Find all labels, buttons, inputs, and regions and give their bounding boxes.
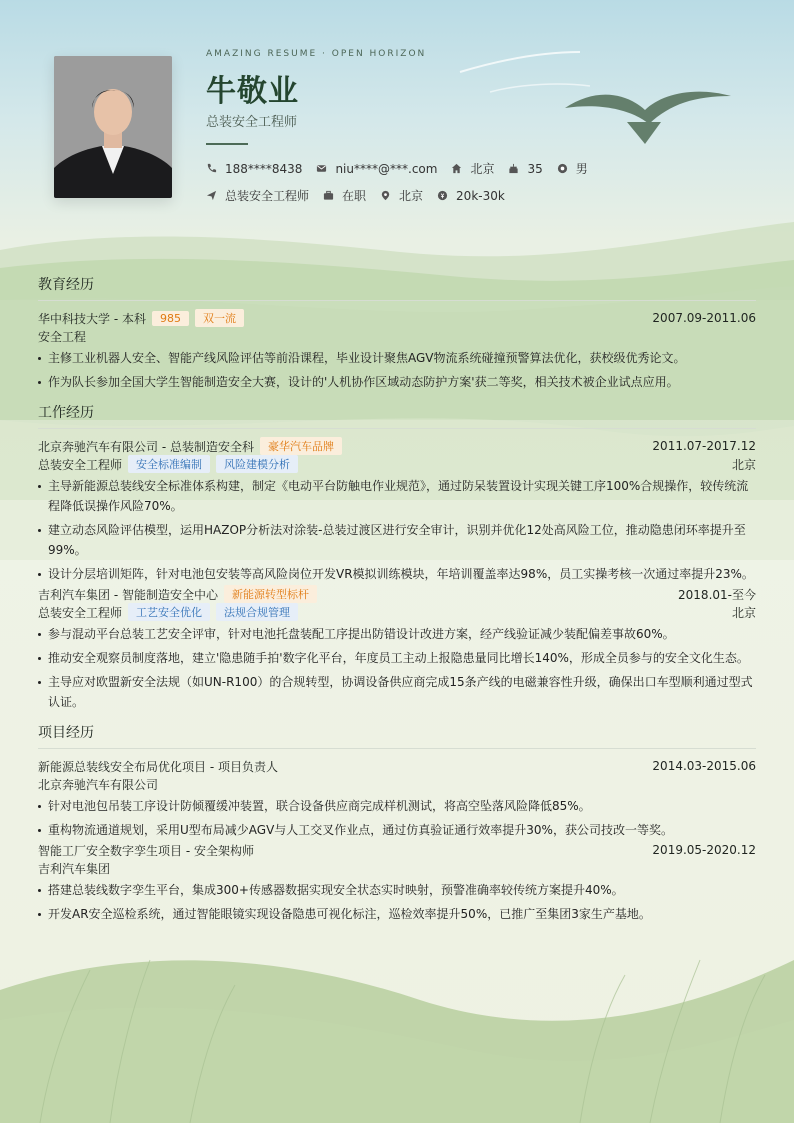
job-date: 2018.01-至今 <box>678 587 756 602</box>
education-date: 2007.09-2011.06 <box>652 311 756 325</box>
briefcase-icon <box>323 190 334 201</box>
bullet-item: 参与混动平台总装工艺安全评审，针对电池托盘装配工序提出防错设计改进方案，经产线验证减少装配偏差事故60%。 <box>38 624 756 644</box>
job-city: 北京 <box>731 457 756 472</box>
job-date: 2011.07-2017.12 <box>652 439 756 453</box>
bullet-item: 重构物流通道规划，采用U型布局减少AGV与人工交叉作业点，通过仿真验证通行效率提升30%，获公司技改一等奖。 <box>38 820 756 840</box>
project-org: 吉利汽车集团 <box>38 862 111 876</box>
location-icon <box>380 190 391 201</box>
bullet-item: 建立动态风险评估模型，运用HAZOP分析法对涂装-总装过渡区进行安全审计，识别并优化12处高风险工位，推动隐患闭环率提升至99%。 <box>38 520 756 560</box>
contact-row <box>206 160 602 177</box>
job-city: 北京 <box>731 605 756 620</box>
intention-salary: 20k-30k <box>437 189 505 203</box>
project-header <box>38 758 756 774</box>
bullet-item: 主导新能源总装线安全标准体系构建，制定《电动平台防触电作业规范》，通过防呆装置设计实现关键工序100%合规操作，较传统流程降低误操作风险70%。 <box>38 476 756 516</box>
bullet-item: 作为队长参加全国大学生智能制造安全大赛，设计的'人机协作区域动态防护方案'获二等奖，相关技术被企业试点应用。 <box>38 372 756 392</box>
project-header <box>38 842 756 858</box>
bullet-item: 开发AR安全巡检系统，通过智能眼镜实现设备隐患可视化标注，巡检效率提升50%，已推广至集团3家生产基地。 <box>38 904 756 924</box>
company-tag: 新能源转型标杆 <box>224 585 317 603</box>
candidate-name: 牛敬业 <box>206 74 299 109</box>
contact-gender: 男 <box>557 160 588 177</box>
project-bullets <box>38 796 756 840</box>
title-divider <box>206 143 248 145</box>
projects-section <box>38 722 756 924</box>
bullet-item: 设计分层培训矩阵，针对电池包安装等高风险岗位开发VR模拟训练模块，年培训覆盖率达98%，员工实操考核一次通过率提升23%。 <box>38 564 756 584</box>
job-bullets <box>38 476 756 584</box>
cake-icon <box>508 163 519 174</box>
project-name: 新能源总装线安全布局优化项目 - 项目负责人 <box>38 759 278 774</box>
school-name: 华中科技大学 - 本科 <box>38 311 146 326</box>
section-title: 项目经历 <box>38 722 756 749</box>
job-bullets <box>38 624 756 712</box>
project-bullets <box>38 880 756 924</box>
skill-tag: 安全标准编制 <box>128 455 210 473</box>
education-section <box>38 274 756 392</box>
job-position: 总装安全工程师 <box>38 605 123 620</box>
job-header <box>38 438 756 454</box>
company-name: 吉利汽车集团 - 智能制造安全中心 <box>38 587 218 602</box>
mail-icon <box>316 163 327 174</box>
contact-age: 35 <box>508 162 542 176</box>
contact-city: 北京 <box>451 160 494 177</box>
send-icon <box>206 190 217 201</box>
job-header <box>38 586 756 602</box>
major: 安全工程 <box>38 330 87 344</box>
intention-row <box>206 187 519 204</box>
section-title: 教育经历 <box>38 274 756 301</box>
intention-position: 总装安全工程师 <box>206 187 309 204</box>
company-name: 北京奔驰汽车有限公司 - 总装制造安全科 <box>38 439 254 454</box>
gender-icon <box>557 163 568 174</box>
project-date: 2019.05-2020.12 <box>652 843 756 857</box>
profile-photo <box>54 56 172 198</box>
project-name: 智能工厂安全数字孪生项目 - 安全架构师 <box>38 843 254 858</box>
intention-city: 北京 <box>380 187 423 204</box>
bullet-item: 搭建总装线数字孪生平台，集成300+传感器数据实现安全状态实时映射，预警准确率较传统方案提升40%。 <box>38 880 756 900</box>
contact-email: niu****@***.com <box>316 162 437 176</box>
money-icon <box>437 190 448 201</box>
job-subheader <box>38 604 756 620</box>
intention-status: 在职 <box>323 187 366 204</box>
skill-tag: 工艺安全优化 <box>128 603 210 621</box>
candidate-role: 总装安全工程师 <box>206 115 298 130</box>
job-subheader <box>38 456 756 472</box>
project-date: 2014.03-2015.06 <box>652 759 756 773</box>
education-bullets <box>38 348 756 392</box>
bullet-item: 主修工业机器人安全、智能产线风险评估等前沿课程，毕业设计聚焦AGV物流系统碰撞预警算法优化，获校级优秀论文。 <box>38 348 756 368</box>
contact-phone: 188****8438 <box>206 162 302 176</box>
bullet-item: 主导应对欧盟新安全法规（如UN-R100）的合规转型，协调设备供应商完成15条产线的电磁兼容性升级，确保出口车型顺利通过型式认证。 <box>38 672 756 712</box>
phone-icon <box>206 163 217 174</box>
bird-illustration <box>565 84 731 146</box>
tagline: AMAZING RESUME · OPEN HORIZON <box>206 49 427 59</box>
education-header <box>38 310 756 326</box>
bullet-item: 针对电池包吊装工序设计防倾覆缓冲装置，联合设备供应商完成样机测试，将高空坠落风险降低85%。 <box>38 796 756 816</box>
school-tag: 985 <box>152 311 189 326</box>
company-tag: 豪华汽车品牌 <box>260 437 342 455</box>
skill-tag: 法规合规管理 <box>216 603 298 621</box>
school-tag: 双一流 <box>195 309 244 327</box>
project-org: 北京奔驰汽车有限公司 <box>38 778 159 792</box>
job-position: 总装安全工程师 <box>38 457 123 472</box>
section-title: 工作经历 <box>38 402 756 429</box>
skill-tag: 风险建模分析 <box>216 455 298 473</box>
bullet-item: 推动安全观察员制度落地，建立'隐患随手拍'数字化平台，年度员工主动上报隐患量同比增长140%，形成全员参与的安全文化生态。 <box>38 648 756 668</box>
home-icon <box>451 163 462 174</box>
work-section <box>38 402 756 712</box>
